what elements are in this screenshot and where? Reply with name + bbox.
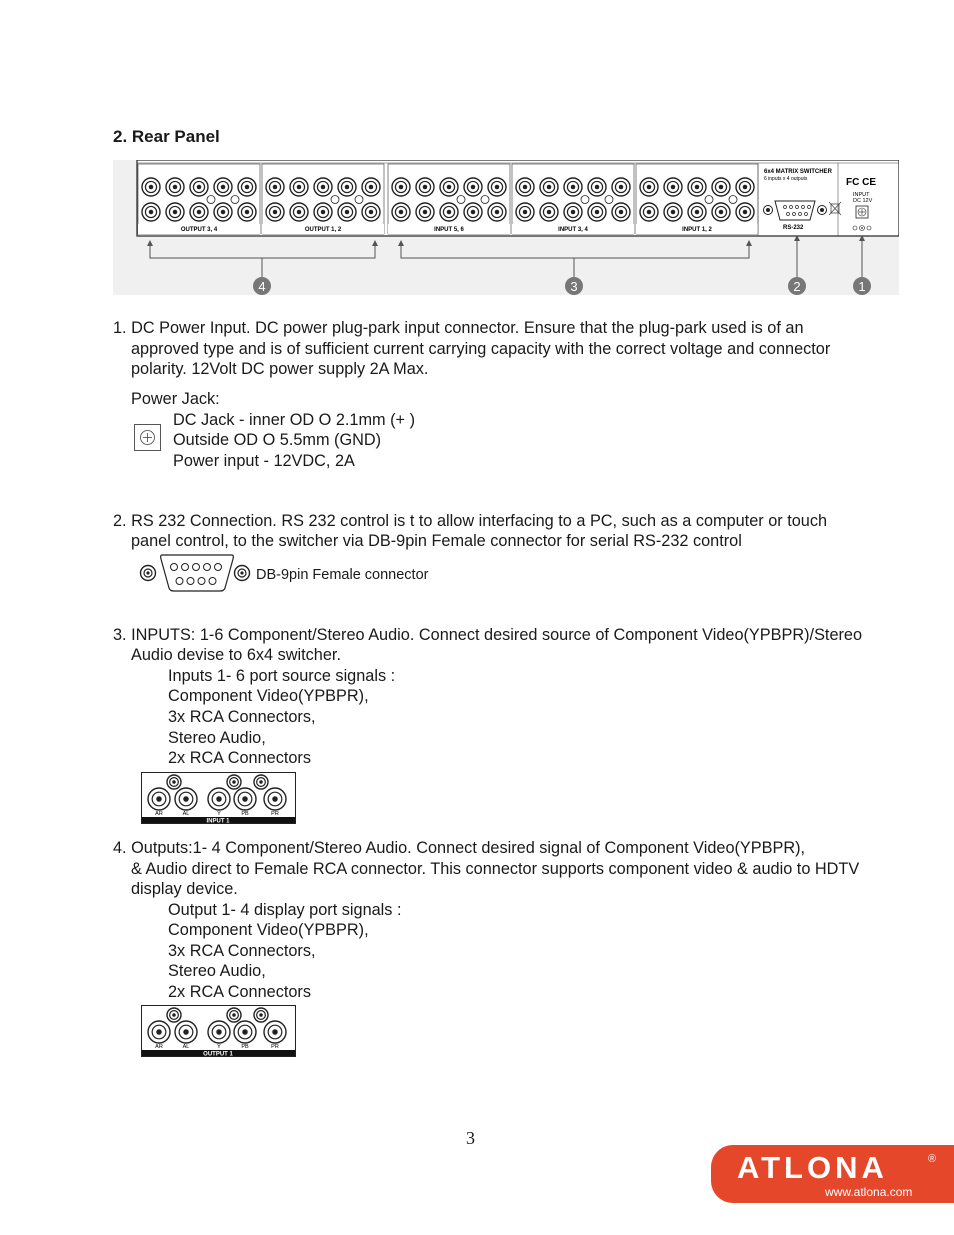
inputs-line-1: 3. INPUTS: 1-6 Component/Stereo Audio. Connect desired source of Component Video(YPBPR)/Stereo (113, 626, 863, 644)
rca-jack-icon (227, 775, 241, 789)
rca-jack-icon (166, 203, 184, 221)
rca-jack-icon (736, 203, 754, 221)
rca-jack-icon (208, 1021, 230, 1043)
rca-jack-icon (588, 203, 606, 221)
screw-icon (729, 196, 737, 204)
inputs-sub-1: Inputs 1- 6 port source signals : (168, 667, 396, 685)
screw-icon (581, 196, 589, 204)
callout-4: 4 (258, 279, 266, 294)
rs232-line-1: 2. RS 232 Connection. RS 232 control is t to allow interfacing to a PC, such as a computer or touch (113, 512, 828, 530)
jack-label: AR (155, 1044, 163, 1050)
rca-jack-icon (190, 178, 208, 196)
rca-jack-icon (264, 788, 286, 810)
weee-icon (829, 202, 841, 215)
rear-panel-figure (113, 160, 899, 295)
inputs-line-2: Audio devise to 6x4 switcher. (131, 646, 341, 664)
outputs-sub-2: Component Video(YPBPR), (168, 921, 369, 939)
connector-image-label: OUTPUT 1 (203, 1051, 233, 1057)
atlona-logo-text: ATLONA (737, 1150, 888, 1185)
model-line-2: 6 inputs x 4 outputs (764, 176, 808, 182)
rs232-label: RS-232 (783, 225, 804, 231)
panel-group-label: OUTPUT 1, 2 (304, 227, 342, 233)
rca-jack-icon (516, 178, 534, 196)
rca-jack-icon (166, 178, 184, 196)
section-heading: 2. Rear Panel (113, 127, 220, 146)
registered-mark: ® (928, 1153, 937, 1165)
rca-jack-icon (338, 178, 356, 196)
rca-jack-icon (290, 203, 308, 221)
jack-label: PB (241, 811, 249, 817)
rear-panel-drawing (113, 160, 899, 295)
rca-jack-icon (190, 203, 208, 221)
outputs-sub-4: Stereo Audio, (168, 962, 266, 980)
power-jack-title: Power Jack: (131, 390, 220, 408)
rca-jack-icon (416, 178, 434, 196)
outputs-line-3: display device. (131, 880, 238, 898)
rca-jack-icon (142, 203, 160, 221)
rca-jack-icon (266, 178, 284, 196)
rca-jack-icon (314, 203, 332, 221)
db9-connector-icon (137, 553, 255, 593)
jack-label: Y (217, 811, 221, 817)
power-jack-icon (134, 424, 161, 451)
jack-label: PR (271, 811, 279, 817)
rca-jack-icon (540, 203, 558, 221)
rca-jack-icon (254, 1008, 268, 1022)
rca-jack-icon (148, 788, 170, 810)
jack-label: AL (182, 811, 190, 817)
rca-jack-icon (214, 178, 232, 196)
panel-group-label: INPUT 5, 6 (434, 227, 464, 233)
callout-1: 1 (858, 279, 866, 294)
screw-icon (231, 196, 239, 204)
jack-label: Y (217, 1044, 221, 1050)
rca-jack-icon (612, 203, 630, 221)
dc-line-1: 1. DC Power Input. DC power plug-park input connector. Ensure that the plug-park used is of an (113, 319, 804, 337)
screw-icon (207, 196, 215, 204)
rca-jack-icon (266, 203, 284, 221)
rca-jack-icon (564, 178, 582, 196)
rca-jack-icon (175, 788, 197, 810)
power-jack-line-2: Outside OD O 5.5mm (GND) (173, 431, 382, 449)
rca-jack-icon (142, 178, 160, 196)
rca-jack-icon (314, 178, 332, 196)
rca-jack-icon (736, 178, 754, 196)
dc-line-2: approved type and is of sufficient current carrying capacity with the correct voltage and connector (131, 340, 831, 358)
callout-arrowheads (147, 235, 865, 246)
jack-label: AL (182, 1044, 190, 1050)
rca-jack-icon (440, 203, 458, 221)
rca-jack-icon (688, 203, 706, 221)
rca-jack-icon (264, 1021, 286, 1043)
screw-icon (457, 196, 465, 204)
rca-jack-icon (612, 178, 630, 196)
rca-jack-icon (148, 1021, 170, 1043)
inputs-sub-4: Stereo Audio, (168, 729, 266, 747)
callout-2: 2 (793, 279, 801, 294)
rca-jack-icon (488, 178, 506, 196)
rca-jack-icon (167, 1008, 181, 1022)
rca-jack-icon (214, 203, 232, 221)
power-dc-label: DC 12V (853, 198, 873, 204)
rca-jack-icon (516, 203, 534, 221)
rca-jack-icon (540, 178, 558, 196)
screw-icon (605, 196, 613, 204)
rca-jack-icon (362, 178, 380, 196)
rca-jack-icon (588, 178, 606, 196)
screw-icon (705, 196, 713, 204)
rca-jack-icon (488, 203, 506, 221)
rca-jack-icon (392, 178, 410, 196)
rca-jack-icon (290, 178, 308, 196)
rca-jack-icon (254, 775, 268, 789)
fcc-ce-mark: FC CE (846, 177, 876, 188)
rca-jack-icon (440, 178, 458, 196)
rs232-line-2: panel control, to the switcher via DB-9pin Female connector for serial RS-232 control (131, 532, 742, 550)
rca-jack-icon (227, 1008, 241, 1022)
jack-label: AR (155, 811, 163, 817)
inputs-sub-2: Component Video(YPBPR), (168, 687, 369, 705)
input-1-connector-image (141, 772, 296, 824)
power-jack-line-1: DC Jack - inner OD O 2.1mm (+ ) (173, 411, 416, 429)
rca-jack-icon (564, 203, 582, 221)
rca-jack-icon (238, 178, 256, 196)
rca-jack-icon (464, 203, 482, 221)
connector-image-label: INPUT 1 (206, 818, 230, 824)
outputs-sub-5: 2x RCA Connectors (168, 983, 311, 1001)
inputs-sub-5: 2x RCA Connectors (168, 749, 311, 767)
rca-jack-icon (175, 1021, 197, 1043)
page-number: 3 (466, 1128, 475, 1148)
jack-label: PB (241, 1044, 249, 1050)
rca-jack-icon (416, 203, 434, 221)
rca-jack-icon (464, 178, 482, 196)
outputs-sub-1: Output 1- 4 display port signals : (168, 901, 402, 919)
power-jack-line-3: Power input - 12VDC, 2A (173, 452, 355, 470)
callout-brackets (150, 238, 862, 277)
screw-icon (331, 196, 339, 204)
db9-label: DB-9pin Female connector (256, 567, 429, 583)
rca-jack-icon (664, 203, 682, 221)
rca-jack-icon (208, 788, 230, 810)
panel-group-label: OUTPUT 3, 4 (180, 227, 218, 233)
rca-jack-icon (338, 203, 356, 221)
panel-group-label: INPUT 3, 4 (558, 227, 588, 233)
rca-jack-icon (712, 178, 730, 196)
rca-jack-icon (640, 178, 658, 196)
rca-jack-icon (640, 203, 658, 221)
screw-icon (481, 196, 489, 204)
rca-jack-icon (238, 203, 256, 221)
rca-jack-icon (392, 203, 410, 221)
rca-jack-icon (362, 203, 380, 221)
screw-icon (355, 196, 363, 204)
jack-label: PR (271, 1044, 279, 1050)
callout-3: 3 (570, 279, 578, 294)
dc-line-3: polarity. 12Volt DC power supply 2A Max. (131, 360, 429, 378)
outputs-sub-3: 3x RCA Connectors, (168, 942, 316, 960)
rca-jack-icon (167, 775, 181, 789)
model-line-1: 6x4 MATRIX SWITCHER (764, 169, 832, 175)
atlona-url[interactable]: www.atlona.com (825, 1185, 913, 1199)
output-1-connector-image (141, 1005, 296, 1057)
panel-group-label: INPUT 1, 2 (682, 227, 712, 233)
rca-jack-icon (234, 788, 256, 810)
inputs-sub-3: 3x RCA Connectors, (168, 708, 316, 726)
outputs-line-1: 4. Outputs:1- 4 Component/Stereo Audio. Connect desired signal of Component Video(YPBPR), (113, 839, 806, 857)
rca-jack-icon (688, 178, 706, 196)
rca-jack-icon (234, 1021, 256, 1043)
outputs-line-2: & Audio direct to Female RCA connector. This connector supports component video & audio to HDTV (131, 860, 860, 878)
rca-jack-icon (664, 178, 682, 196)
power-input-label: INPUT (853, 192, 870, 198)
rca-jack-icon (712, 203, 730, 221)
